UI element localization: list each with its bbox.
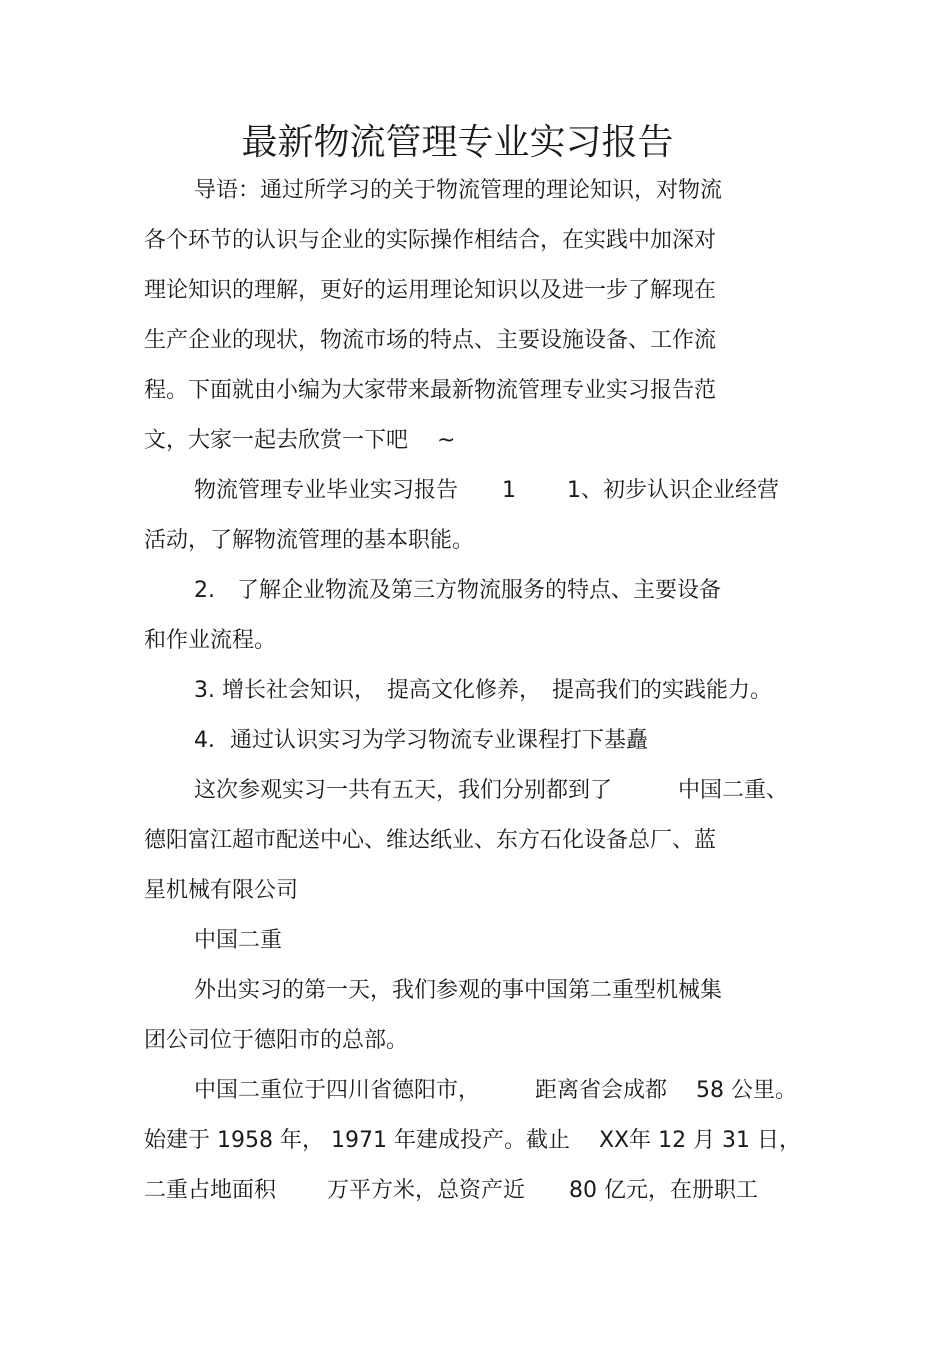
paragraph-line: 星机械有限公司: [144, 878, 299, 903]
paragraph-line: 文，大家一起去欣赏一下吧 ~: [144, 428, 456, 453]
paragraph-line: 各个环节的认识与企业的实际操作相结合，在实践中加深对: [144, 228, 717, 253]
paragraph-line: 理论知识的理解，更好的运用理论知识以及进一步了解现在: [144, 278, 717, 303]
paragraph-line: 始建于 1958 年， 1971 年建成投产。截止 XX年 12 月 31 日，: [144, 1128, 802, 1153]
paragraph-line: 物流管理专业毕业实习报告 1 1、初步认识企业经营: [194, 478, 779, 503]
paragraph-line: 活动，了解物流管理的基本职能。: [144, 528, 475, 553]
section-heading: 中国二重: [194, 928, 283, 953]
paragraph-line: 导语：通过所学习的关于物流管理的理论知识，对物流: [194, 178, 723, 203]
paragraph-line: 二重占地面积 万平方米，总资产近 80 亿元，在册职工: [144, 1178, 758, 1203]
paragraph-line: 中国二重位于四川省德阳市， 距离省会成都 58 公里。: [194, 1078, 797, 1103]
paragraph-line: 生产企业的现状，物流市场的特点、主要设施设备、工作流: [144, 328, 717, 353]
paragraph-line: 2. 了解企业物流及第三方物流服务的特点、主要设备: [194, 578, 721, 603]
paragraph-line: 和作业流程。: [144, 628, 277, 653]
paragraph-line: 这次参观实习一共有五天，我们分别都到了 中国二重、: [194, 778, 789, 803]
paragraph-line: 3. 增长社会知识， 提高文化修养， 提高我们的实践能力。: [194, 678, 772, 703]
paragraph-line: 德阳富江超市配送中心、维达纸业、东方石化设备总厂、蓝: [144, 828, 717, 853]
paragraph-line: 外出实习的第一天，我们参观的事中国第二重型机械集: [194, 978, 723, 1003]
paragraph-line: 程。下面就由小编为大家带来最新物流管理专业实习报告范: [144, 378, 717, 403]
paragraph-line: 团公司位于德阳市的总部。: [144, 1028, 409, 1053]
document-title: 最新物流管理专业实习报告: [241, 122, 674, 163]
paragraph-line: 4．通过认识实习为学习物流专业课程打下基矗: [194, 728, 648, 753]
